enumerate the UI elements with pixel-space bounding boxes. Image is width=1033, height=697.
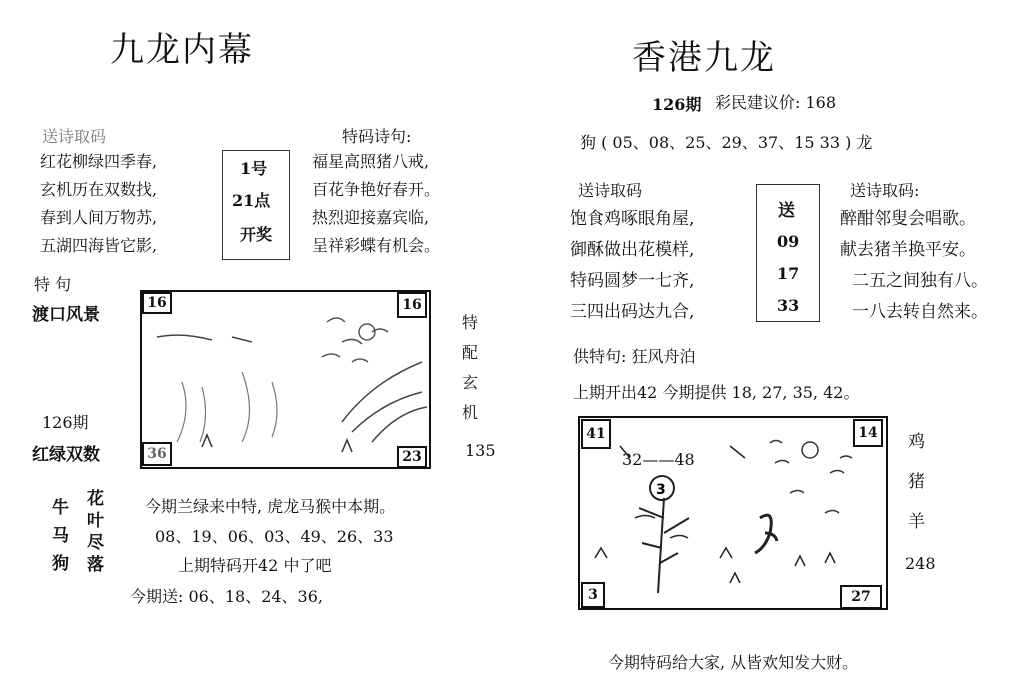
poem-line: 三四出码达九合, (570, 302, 695, 322)
left-scene: 渡口风景 (32, 305, 100, 325)
poem-line: 呈祥彩蝶有机会。 (312, 236, 441, 255)
side-char: 特 (462, 313, 479, 332)
center-box-line: 33 (777, 296, 800, 315)
left-animals-col2 (87, 488, 104, 576)
poem-line: 特码圆梦一七齐, (570, 271, 695, 291)
poem-line: 福星高照猪八戒, (312, 152, 430, 171)
left-red-green: 红绿双数 (32, 445, 100, 465)
animal-char: 马 (52, 526, 69, 546)
poem-line: 玄机历在双数找, (40, 180, 158, 199)
right-side-number: 248 (905, 554, 936, 573)
right-dog-line: 狗 ( 05、08、25、29、37、15 33 ) 龙 (580, 133, 873, 152)
right-corner-tr: 14 (853, 419, 883, 447)
animal-char: 落 (87, 555, 104, 575)
animal-char: 花 (87, 489, 104, 509)
side-char: 机 (462, 403, 479, 422)
right-sketch-frame (578, 416, 888, 610)
right-corner-br: 27 (840, 585, 882, 609)
left-header-left: 送诗取码 (42, 127, 107, 146)
right-footer: 今期特码给大家, 从皆欢知发大财。 (608, 653, 859, 672)
poem-line: 五湖四海皆它影, (40, 236, 158, 255)
left-issue: 126期 (42, 413, 89, 432)
left-corner-br: 23 (397, 446, 427, 468)
right-header-left: 送诗取码 (578, 181, 643, 200)
right-corner-bl: 3 (581, 582, 605, 608)
poem-line: 春到人间万物苏, (40, 208, 158, 227)
side-char: 羊 (908, 512, 925, 532)
right-sketch-drawing (580, 418, 886, 608)
right-poem-right (840, 204, 988, 328)
left-corner-tl: 16 (142, 292, 172, 314)
side-char: 玄 (462, 373, 479, 392)
left-today-send: 今期送: 06、18、24、36, (130, 587, 324, 606)
poem-line: 热烈迎接嘉宾临, (312, 208, 430, 227)
right-title: 香港九龙 (632, 38, 776, 78)
right-poem-left (570, 204, 694, 328)
left-numbers: 08、19、06、03、49、26、33 (155, 527, 394, 546)
right-suggest: 彩民建议价: 168 (715, 93, 837, 112)
side-char: 鸡 (908, 432, 925, 452)
left-animals-col1 (52, 494, 69, 578)
center-box-line: 开奖 (240, 225, 273, 244)
left-corner-bl: 36 (142, 442, 172, 466)
left-title: 九龙内幕 (110, 30, 254, 70)
poem-line: 饱食鸡啄眼角屋, (570, 209, 695, 229)
left-line1: 今期兰绿来中特, 虎龙马猴中本期。 (145, 497, 396, 516)
svg-text:3: 3 (656, 482, 666, 498)
right-corner-tl: 41 (581, 419, 611, 449)
left-poem-right (312, 148, 440, 260)
poem-line: 献去猪羊换平安。 (840, 240, 976, 260)
poem-line: 一八去转自然来。 (852, 302, 988, 322)
left-side-number: 135 (465, 441, 496, 460)
right-sketch-label: 32——48 (622, 450, 695, 469)
center-box-line: 17 (777, 264, 800, 283)
animal-char: 牛 (52, 498, 69, 518)
right-supply: 供特句: 狂风舟泊 (573, 347, 696, 366)
poem-line: 御酥做出花模样, (570, 240, 695, 260)
side-char: 猪 (908, 472, 925, 492)
center-box-line: 送 (778, 201, 795, 221)
right-side-animals (908, 422, 925, 542)
center-box-line: 1号 (240, 159, 268, 178)
left-side-vertical (462, 308, 478, 428)
left-te-ju: 特 句 (34, 275, 72, 294)
side-char: 配 (462, 343, 479, 362)
poem-line: 二五之间独有八。 (852, 271, 988, 291)
poem-line: 醉酣邻叟会唱歌。 (840, 209, 976, 229)
animal-char: 狗 (52, 554, 69, 574)
left-sketch-drawing (142, 292, 429, 467)
left-poem-left (40, 148, 157, 260)
right-header-right: 送诗取码: (850, 181, 920, 200)
animal-char: 尽 (87, 533, 104, 553)
animal-char: 叶 (87, 511, 104, 531)
poem-line: 百花争艳好春开。 (312, 180, 441, 199)
right-issue: 126期 (652, 95, 702, 114)
poem-line: 红花柳绿四季春, (40, 152, 158, 171)
left-corner-tr: 16 (397, 292, 427, 318)
center-box-line: 09 (777, 232, 800, 251)
left-last-issue: 上期特码开42 中了吧 (178, 556, 332, 575)
right-last-open: 上期开出42 今期提供 18, 27, 35, 42。 (573, 383, 860, 402)
center-box-line: 21点 (232, 191, 271, 210)
left-sketch-frame (140, 290, 431, 469)
left-header-right: 特码诗句: (342, 127, 412, 146)
